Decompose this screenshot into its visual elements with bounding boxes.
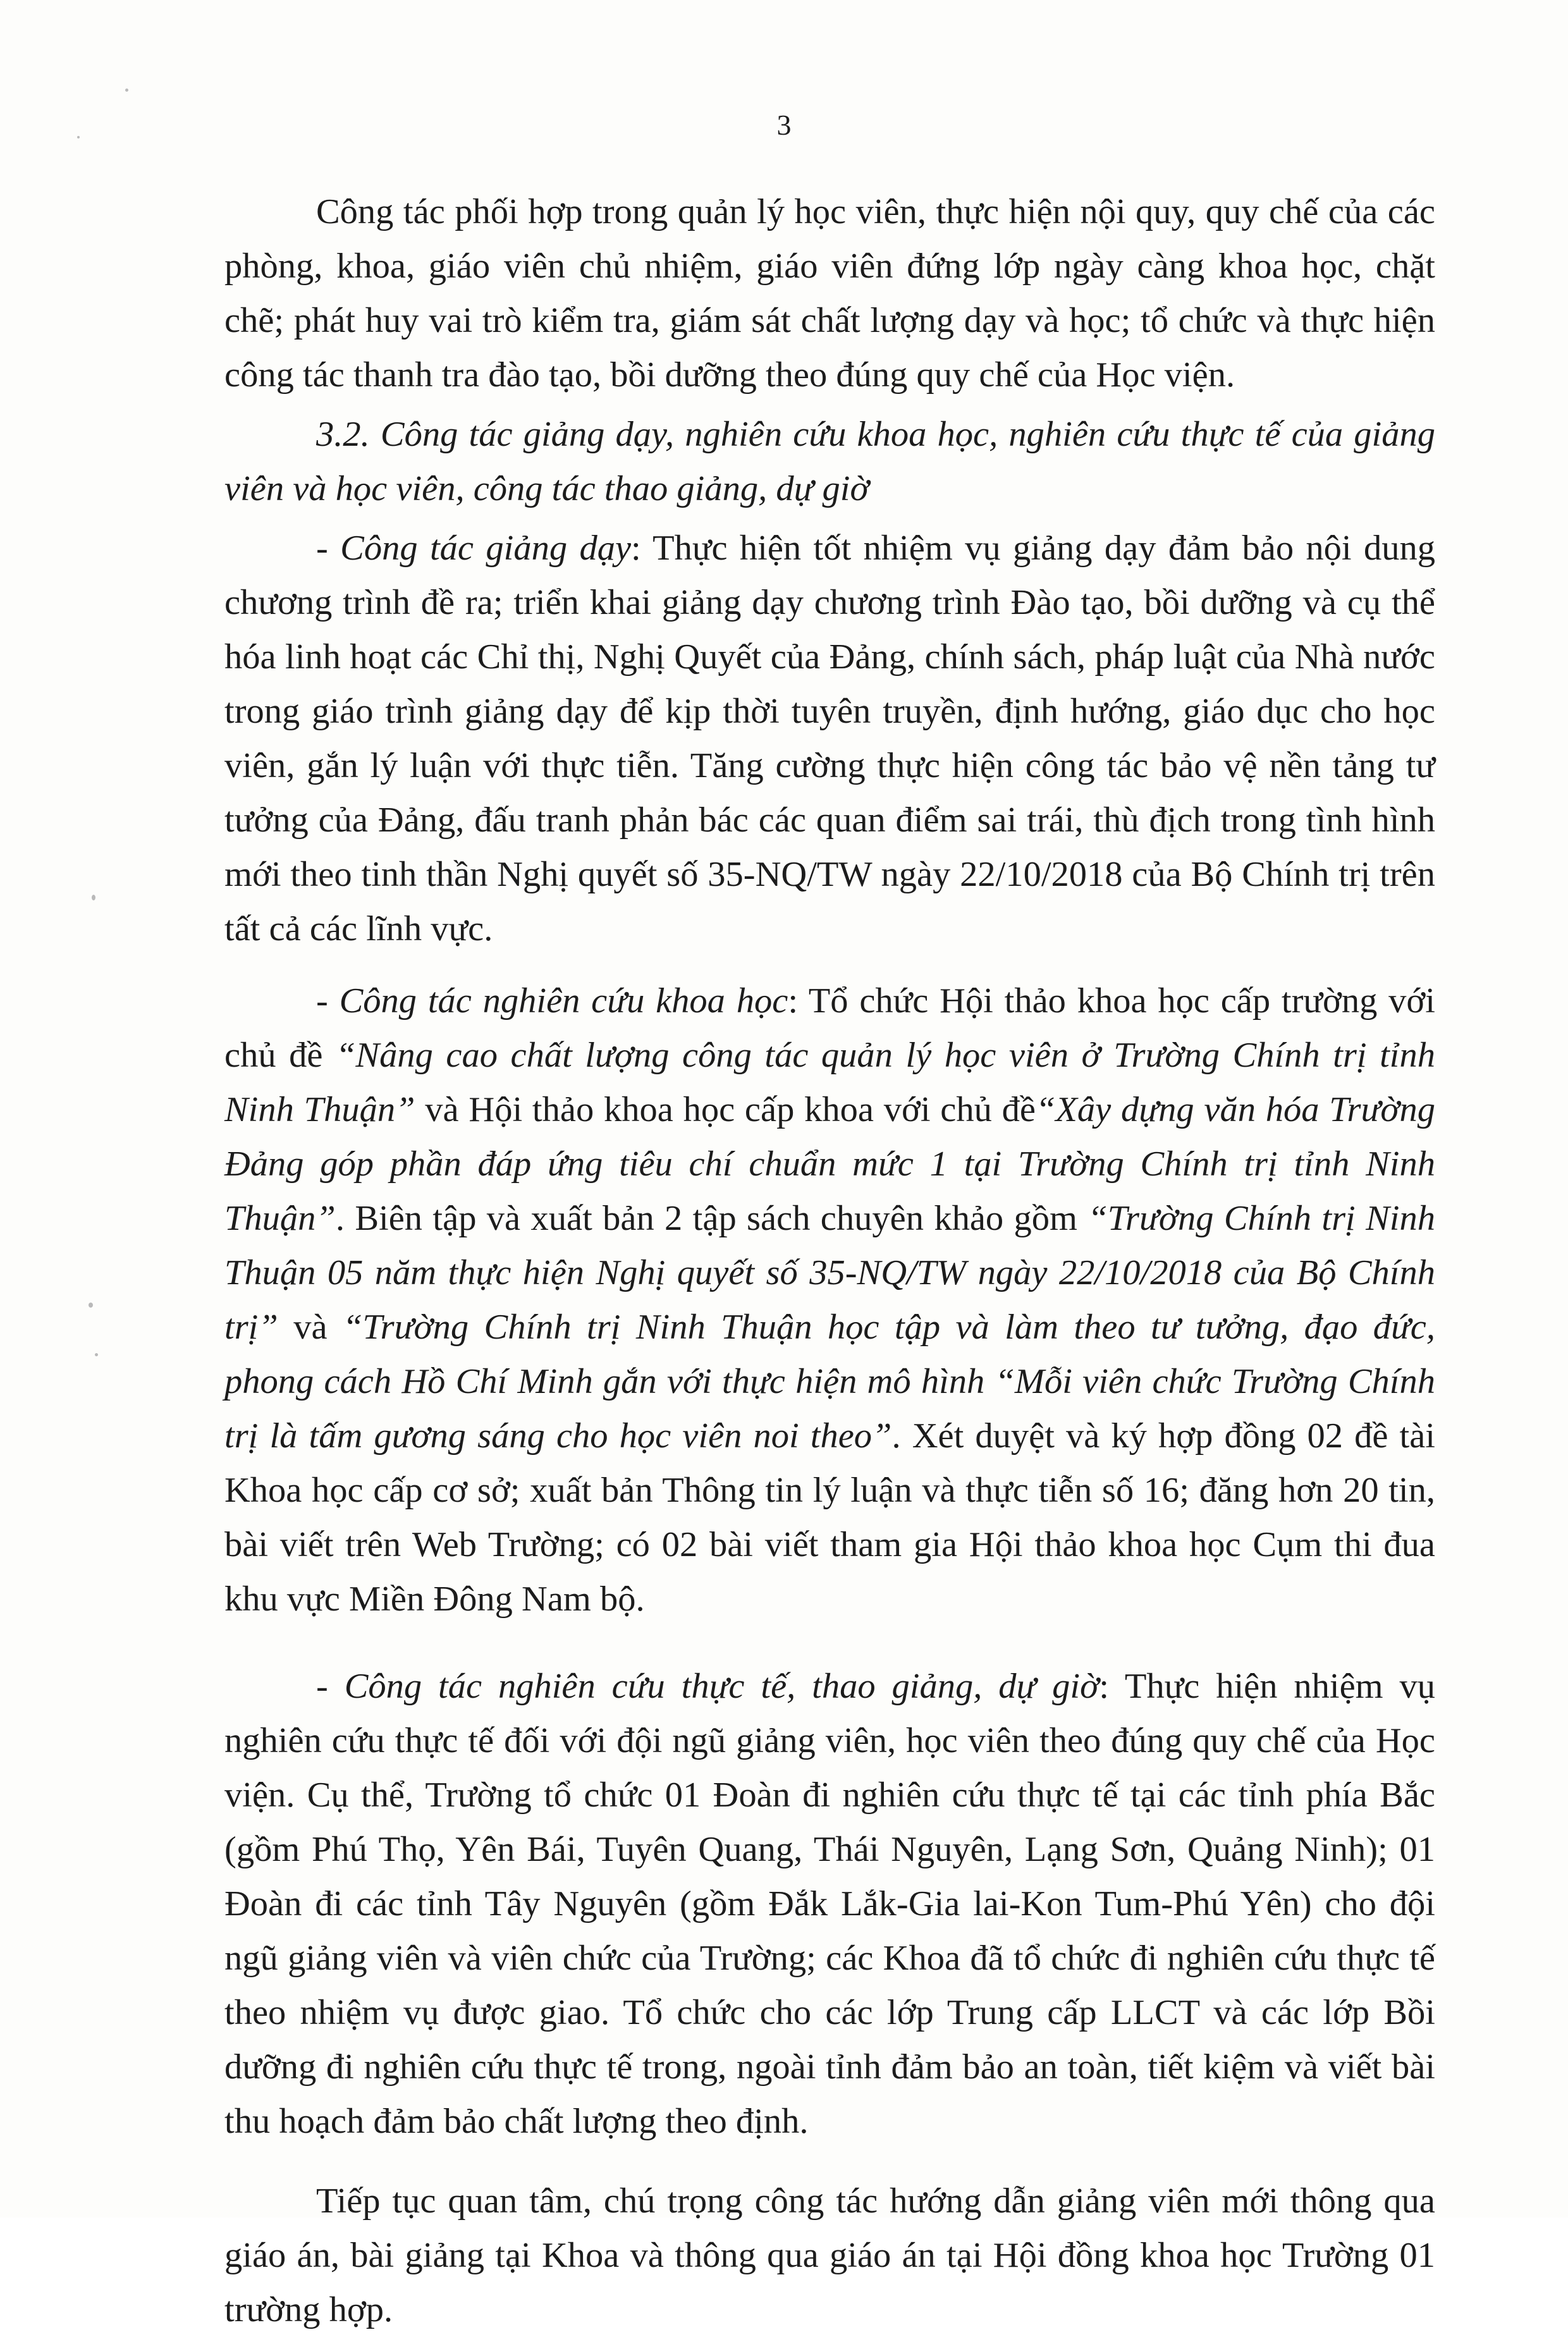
research-text-1: : Tổ chức Hội thảo khoa học cấp trường với chủ đề bbox=[224, 981, 1436, 1075]
research-topic-1: “Nâng cao chất lượng công tác quản lý học viên ở Trường Chính trị tỉnh Ninh Thuận” bbox=[224, 1036, 1435, 1129]
scan-speck bbox=[89, 1303, 93, 1308]
section-heading-3-2: 3.2. Công tác giảng dạy, nghiên cứu khoa học, nghiên cứu thực tế của giảng viên và học viên, công tác thao giảng, dự giờ bbox=[224, 415, 1435, 508]
paragraph-coordination: Công tác phối hợp trong quản lý học viên, thực hiện nội quy, quy chế của các phòng, khoa, giáo viên chủ nhiệm, giáo viên đứng lớp ngày càng khoa học, chặt chẽ; phát huy vai trò kiểm tra, giám sát chất lượng dạy và học; tổ chức và thực hiện công tác thanh tra đào tạo, bồi dưỡng theo đúng quy chế của Học viện. bbox=[224, 192, 1435, 395]
field-research-label: - Công tác nghiên cứu thực tế, thao giảng, dự giờ bbox=[316, 1667, 1099, 1706]
document-body bbox=[224, 185, 1435, 2337]
paragraph-teaching bbox=[224, 521, 1435, 956]
scan-speck bbox=[95, 1353, 98, 1356]
page-number: 3 bbox=[776, 109, 792, 141]
scan-speck bbox=[92, 895, 95, 900]
teaching-label: - Công tác giảng dạy bbox=[316, 529, 632, 568]
research-text-4: và bbox=[278, 1308, 343, 1347]
research-topic-2: “Xây dựng văn hóa Trường Đảng góp phần đáp ứng tiêu chí chuẩn mức 1 tại Trường Chính trị tỉnh Ninh Thuận” bbox=[224, 1090, 1435, 1238]
paragraph-field-research bbox=[224, 1659, 1435, 2149]
paragraph-new-lecturers: Tiếp tục quan tâm, chú trọng công tác hướng dẫn giảng viên mới thông qua giáo án, bài giảng tại Khoa và thông qua giáo án tại Hội đồng khoa học Trường 01 trường hợp. bbox=[224, 2181, 1435, 2329]
teaching-text: : Thực hiện tốt nhiệm vụ giảng dạy đảm bảo nội dung chương trình đề ra; triển khai giảng dạy chương trình Đào tạo, bồi dưỡng và cụ thể hóa linh hoạt các Chỉ thị, Nghị Quyết của Đảng, chính sách, pháp luật của Nhà nước trong giáo trình giảng dạy để kịp thời tuyên truyền, định hướng, giáo dục cho học viên, gắn lý luận với thực tiễn. Tăng cường thực hiện công tác bảo vệ nền tảng tư tưởng của Đảng, đấu tranh phản bác các quan điểm sai trái, thù địch trong tình hình mới theo tinh thần Nghị quyết số 35-NQ/TW ngày 22/10/2018 của Bộ Chính trị trên tất cả các lĩnh vực. bbox=[224, 529, 1435, 948]
research-book-2: “Trường Chính trị Ninh Thuận học tập và làm theo tư tưởng, đạo đức, phong cách Hồ Chí Minh gắn với thực hiện mô hình “Mỗi viên chức Trường Chính trị là tấm gương sáng cho học viên noi theo” bbox=[224, 1308, 1435, 1456]
research-text-5: . Xét duyệt và ký hợp đồng 02 đề tài Khoa học cấp cơ sở; xuất bản Thông tin lý luận và thực tiễn số 16; đăng hơn 20 tin, bài viết trên Web Trường; có 02 bài viết tham gia Hội thảo khoa học Cụm thi đua khu vực Miền Đông Nam bộ. bbox=[224, 1416, 1435, 1619]
paragraph-research bbox=[224, 974, 1435, 1626]
research-label: - Công tác nghiên cứu khoa học bbox=[316, 981, 788, 1021]
field-research-text: : Thực hiện nhiệm vụ nghiên cứu thực tế đối với đội ngũ giảng viên, học viên theo đúng quy chế của Học viện. Cụ thể, Trường tổ chức 01 Đoàn đi nghiên cứu thực tế tại các tỉnh phía Bắc (gồm Phú Thọ, Yên Bái, Tuyên Quang, Thái Nguyên, Lạng Sơn, Quảng Ninh); 01 Đoàn đi các tỉnh Tây Nguyên (gồm Đắk Lắk-Gia lai-Kon Tum-Phú Yên) cho đội ngũ giảng viên và viên chức của Trường; các Khoa đã tổ chức đi nghiên cứu thực tế theo nhiệm vụ được giao. Tổ chức cho các lớp Trung cấp LLCT và các lớp Bồi dưỡng đi nghiên cứu thực tế trong, ngoài tỉnh đảm bảo an toàn, tiết kiệm và viết bài thu hoạch đảm bảo chất lượng theo định. bbox=[224, 1667, 1436, 2141]
research-text-3: . Biên tập và xuất bản 2 tập sách chuyên khảo gồm bbox=[335, 1199, 1088, 1238]
scan-speck bbox=[125, 89, 128, 92]
research-text-2: và Hội thảo khoa học cấp khoa với chủ đề bbox=[415, 1090, 1036, 1129]
research-book-1: “Trường Chính trị Ninh Thuận 05 năm thực hiện Nghị quyết số 35-NQ/TW ngày 22/10/2018 của Bộ Chính trị” bbox=[224, 1199, 1435, 1347]
